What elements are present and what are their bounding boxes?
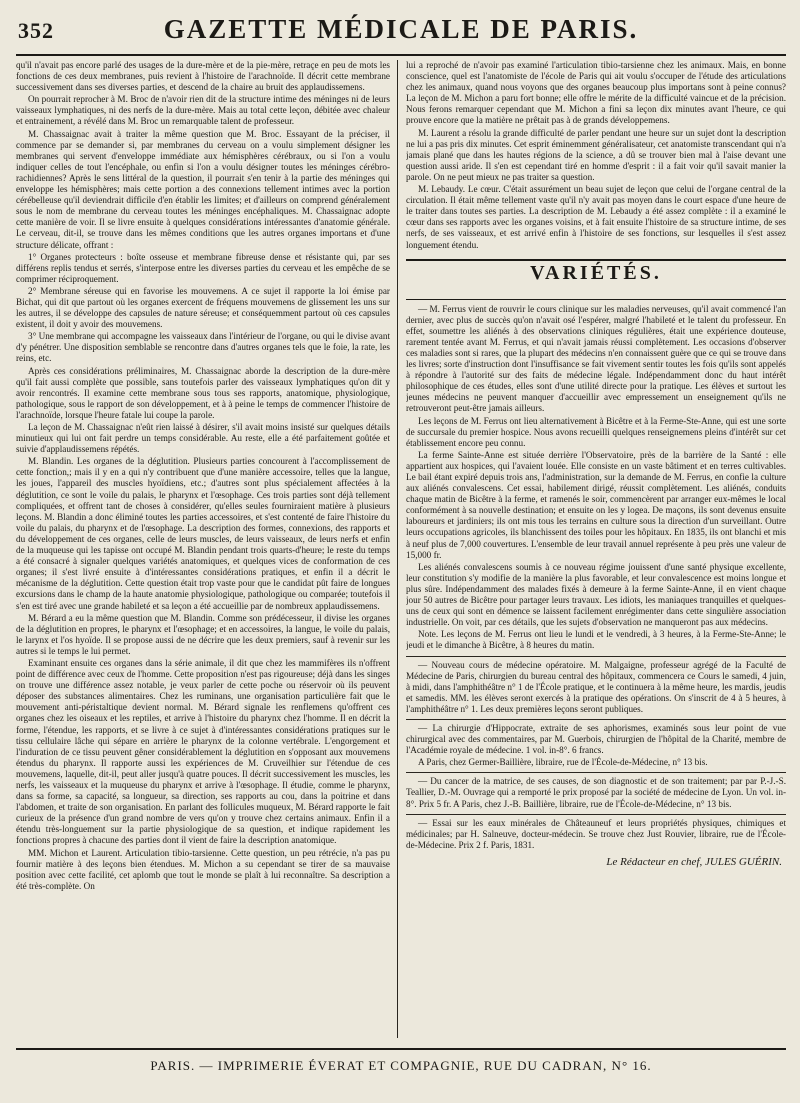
- left-paragraph: 1° Organes protecteurs : boîte osseuse et membrane fibreuse dense et résistante qui, par ses différens replis tendus et serrés, s'interpose entre les diverses parties du cerveau et les empêche de se comprimer réciproquement.: [16, 251, 390, 284]
- article-columns: [16, 60, 786, 1038]
- column-divider: [397, 60, 398, 1038]
- section-title: VARIÉTÉS.: [530, 261, 662, 284]
- varietes-paragraph: Note. Les leçons de M. Ferrus ont lieu le lundi et le vendredi, à 3 heures, à la Ferme-Ste-Anne; le jeudi et le dimanche à Bicêtre, à 8 heures du matin.: [406, 629, 786, 651]
- newspaper-page: [16, 8, 786, 1098]
- left-paragraph: Après ces considérations préliminaires, M. Chassaignac aborde la description de la dure-mère qu'il fait aussi complète que possible, sans toutefois parler des vaisseaux lymphatiques qu'on dit y avoir rencontrés. Il examine cette membrane sous tous ses rapports, anatomique, physiologique, pathologique, sous le rapport de son développement, et à à peine le temps de commencer l'histoire de l'arachnoïde, lorsque l'heure fatale lui coupe la parole.: [16, 365, 390, 420]
- varietes-paragraph: — Nouveau cours de médecine opératoire. M. Malgaigne, professeur agrégé de la Faculté de Médecine de Paris, chirurgien du bureau central des hôpitaux, commencera ce Cours le samedi, 4 juin, à midi, dans l'amphithéâtre n° 1 de l'École pratique, et le continuera à la même heure, les mardis, jeudis et samedis. MM. les élèves seront exercés à la pratique des opérations. On s'inscrit de 4 à 5 heures, à l'amphithéâtre n° 1. Les deux premières leçons seront publiques.: [406, 659, 786, 714]
- left-paragraph: On pourrait reprocher à M. Broc de n'avoir rien dit de la structure intime des méninges ni de leurs vaisseaux lymphatiques, ni des nerfs de la dure-mère. Mais au total cette leçon, débitée avec chaleur et entrainement, a révélé dans M. Broc un remarquable talent de professeur.: [16, 94, 390, 127]
- editor-signature: Le Rédacteur en chef, JULES GUÉRIN.: [606, 855, 782, 868]
- journal-title: GAZETTE MÉDICALE DE PARIS.: [163, 14, 639, 44]
- left-paragraph: MM. Michon et Laurent. Articulation tibio-tarsienne. Cette question, un peu rétrécie, n'a pas pu fournir matière à des leçons bien étendues. M. Michon a su cependant se tirer de sa mauvaise position avec cette facilité, cet aplomb que tout le monde se plaît à lui reconnaître. Sa description a été très-complète. On: [16, 847, 390, 891]
- varietes-paragraph: A Paris, chez Germer-Baillière, libraire, rue de l'École-de-Médecine, n° 13 bis.: [418, 757, 708, 768]
- varietes-paragraph: — La chirurgie d'Hippocrate, extraite de ses aphorismes, examinés sous leur point de vue chirurgical avec des commentaires, par M. Guerbois, chirurgien de l'hôpital de la Charité, membre de l'Académie royale de médecine. 1 vol. in-8°. 6 francs.: [406, 722, 786, 756]
- left-paragraph: M. Bérard a eu la même question que M. Blandin. Comme son prédécesseur, il divise les organes de la déglutition en propres, le pharynx et l'œsophage; et en accessoires, la langue, le voile du palais, le larynx et l'os hyoïde. Il se propose aussi de ne décrire que les deux premiers, sauf à revenir sur les autres si le temps le lui permet.: [16, 612, 390, 656]
- left-paragraph: La leçon de M. Chassaignac n'eût rien laissé à désirer, s'il avait moins insisté sur quelques détails minutieux qui lui ont fait perdre un temps considérable. Au reste, elle a été parfaitement goûtée et suivie d'applaudissemens répétés.: [16, 422, 390, 455]
- right-paragraph: M. Lebaudy. Le cœur. C'était assurément un beau sujet de leçon que celui de l'organe central de la circulation. Il était même tellement vaste qu'il n'y avait pas moyen dans le court espace d'une heure de le traiter dans toutes ses parties. La description de M. Lebaudy a été assez complète : il a examiné le cœur dans ses rapports avec les organes voisins, et à fait ensuite l'histoire de sa structure intime, de ses nerfs, de ses vaisseaux, et est arrivé enfin à l'histoire de ses fonctions, sur lesquelles il s'est assez longuement étendu.: [406, 184, 786, 250]
- masthead: [16, 8, 786, 56]
- right-paragraph: lui a reproché de n'avoir pas examiné l'articulation tibio-tarsienne chez les animaux. Mais, en bonne conscience, quel est l'anatomiste de l'école de Paris qui ait voulu s'occuper de l'étude des articulations chez les animaux, quand nous voyons que des organes beaucoup plus importans sont à peine connus? La leçon de M. Michon a paru fort bonne; elle offre le mérite de la difficulté vaincue et de la précision. Nous ferons remarquer cependant que M. Michon a fini sa leçon dix minutes avant l'heure, ce qui prouve encore que la matière ne prêtait pas à de grands développemens.: [406, 60, 786, 126]
- right-paragraph: M. Laurent a résolu la grande difficulté de parler pendant une heure sur un sujet dont la description ne lui a pas pris dix minutes. Cet esprit éminemment généralisateur, cet anatomiste transcendant qui n'a jamais plané que dans les hautes régions de la science, a dû se trouver bien mal à l'aise devant une question aussi aride. Il s'en est cependant tiré en homme d'esprit : il a fait voir qu'il savait manier la parole. On ne peut mieux ne pas traiter sa question.: [406, 127, 786, 182]
- separator-line: [406, 656, 786, 657]
- varietes-paragraph: — Essai sur les eaux minérales de Châteauneuf et leurs propriétés physiques, chimiques et médicinales; par H. Salneuve, docteur-médecin. Se trouve chez Just Rouvier, libraire, rue de l'École-de-Médecine. Prix 2 f. Paris, 1831.: [406, 817, 786, 850]
- left-paragraph: M. Blandin. Les organes de la déglutition. Plusieurs parties concourent à l'accomplissement de cette fonction,; mais il y en a qui n'y contribuent que d'une manière accessoire, telles que la langue, les joues, l'appareil des muscles hyoïdiens, etc.; d'autres sont plus spécialement affectées à la déglutition, ce sont le voile du palais, le pharynx et l'œsophage. Ces trois parties sont déjà tellement compliquées, et offrent tant de choses à considérer, qu'elles seules fourniraient matière à plusieurs leçons. M. Blandin a donc éliminé toutes les parties accessoires, et s'est contenté de faire l'histoire du voile du palais, du pharynx et de l'œsophage. La description des formes, connexions, des rapports et du développement de ces organes, celle de leurs muscles, de leurs vaisseaux, de leurs nerfs et enfin de la muqueuse qui les tapisse ont occupé M. Blandin pendant trois quarts-d'heure; le reste du temps a été consacré à signaler quelques variétés anatomiques, et quelques vices de conformation de ces organes; il s'est livré ensuite à d'intéressantes considérations pratiques, et enfin il a décrit le mécanisme de la déglutition. Cette question était trop vaste pour que le candidat pût faire de longues excursions dans le champ de la haute anatomie physiologique, pathologique ou comparée; toutefois il s'en est tiré avec une grande habileté et sa leçon a été accueillie par de nombreux applaudissemens.: [16, 456, 390, 611]
- varietes-paragraph: La ferme Sainte-Anne est située derrière l'Observatoire, près de la barrière de la Santé : elle appartient aux hospices, qui l'avaient louée. Elle consiste en un vaste bâtiment et en terres cultivables. Le bail étant expiré depuis trois ans, l'administration, sur la demande de M. Ferrus, en confie la culture aux aliénés convalescens. Cet essai, habilement dirigé, réussit complètement. Les aliénés, conduits chaque matin de Bicêtre à la ferme, et ramenés le soir, commencèrent par arranger eux-mêmes le local conformément à sa nouvelle destination; et ensuite on les y logea. De maçons, ils sont devenus ensuite laboureurs et jardiniers; ils ont mis tous les terrains en culture sous la direction d'un surveillant. Outre leurs occupations agricoles, ils blanchissent des toiles pour les hôpitaux. En 1835, ils ont blanchi et mis à neuf plus de 7,000 couvertures. L'ensemble de leur travail annuel représente à peu près une valeur de 15,000 fr.: [406, 449, 786, 560]
- left-paragraph: qu'il n'avait pas encore parlé des usages de la dure-mère et de la pie-mère, retraçe en peu de mots les fonctions de ces deux membranes, puis revient à l'histoire de l'arachnoïde. Il décrit cette membrane successivement dans ses diverses parties, et descend de la chaire au bruit des applaudissemens.: [16, 60, 390, 93]
- left-paragraph: Examinant ensuite ces organes dans la série animale, il dit que chez les mammifères ils n'offrent point de différence avec ceux de l'homme. Cette proposition n'est pas rigoureuse; déjà dans les singes on trouve une différence assez notable, je veux parler de cette poche ou réservoir où ils peuvent déposer des substances alimentaires. Chez les ruminans, une organisation particulière fait que le mouvement anti-péristaltique devient normal. M. Bérard signale les renflemens qu'offrent ces organes chez les oiseaux et les reptiles, et arrive à l'histoire du pharynx chez l'homme. Il en décrit la forme, l'étendue, les rapports, et se livre à ce sujet à d'intéressantes considérations pratiques sur le tissu cellulaire lâche qui sépare en arrière le pharynx de la colonne vertébrale. L'engorgement et l'induration de ce tissu peuvent gêner considérablement la déglutition en s'opposant aux mouvemens étendus du pharynx. Il rapporte aussi les expériences de M. Cruveilhier sur l'étendue de ces mouvemens, laquelle, dit-il, peut aller jusqu'à quatre pouces. Il décrit successivement les muscles, les nerfs, les vaisseaux et la muqueuse du pharynx et arrive à l'œsophage. Il étudie, comme le pharynx, dans sa forme, sa capacité, sa longueur, sa direction, ses rapports au cou, dans la poitrine et dans l'abdomen, et traite de son organisation. En parlant des follicules muqueux, M. Bérard rapporte le fait curieux de la présence d'un grand nombre de vers qu'on y trouve chez certains animaux. Enfin il a étendu très-longuement sur la partie physiologique de sa question, et indique rapidement les fonctions propres à chacune des parties dont il vient de faire la description anatomique.: [16, 657, 390, 846]
- section-header-box: [406, 259, 786, 300]
- varietes-paragraph: — Du cancer de la matrice, de ses causes, de son diagnostic et de son traitement; par par P.-J.-S. Teallier, D.-M. Ouvrage qui a remporté le prix proposé par la société de médecine de Lyon. Un vol. in-8°. Prix 5 fr. A Paris, chez J.-B. Baillière, libraire, rue de l'École-de-Médecine, n° 13 bis.: [406, 776, 786, 809]
- right-column: [406, 60, 786, 1038]
- left-paragraph: 3° Une membrane qui accompagne les vaisseaux dans l'intérieur de l'organe, ou qui le divise avant d'y pénétrer. Une disposition semblable se rencontre dans d'autres organes tels que le foie, la rate, les reins, etc.: [16, 331, 390, 364]
- separator-line: [406, 772, 786, 773]
- varietes-paragraph: Les aliénés convalescens soumis à ce nouveau régime jouissent d'une santé physique excellente, leur constitution s'y modifie de la manière la plus favorable, et leur convalescence est moins longue et plus sûre. Indépendamment des malades fixés à demeure à la ferme Sainte-Anne, il en vient chaque jour 50 autres de Bicêtre pour partager leurs travaux. Les idiots, les maniaques tranquilles et quelques-uns de ceux qui sont en démence se laissent facilement enrégimenter dans cette singulière association industrielle. On voit, par ces détails, que les sujets d'observation ne manqueront pas aux médecins.: [406, 561, 786, 628]
- varietes-paragraph: Les leçons de M. Ferrus ont lieu alternativement à Bicêtre et à la Ferme-Ste-Anne, qui est une sorte de succursale du premier hospice. Nous avons recueilli quelques renseignemens pleins d'intérêt sur cet établissement encore peu connu.: [406, 415, 786, 448]
- varietes-paragraph: — M. Ferrus vient de rouvrir le cours clinique sur les maladies nerveuses, qu'il avait commencé l'an dernier, avec plus de succès qu'on n'avait osé l'espérer, malgré l'habileté et le talent du professeur. En effet, soumettre les aliénés à des observations cliniques régulières, était une expérience douteuse, rarement tentée avant M. Ferrus, et qui n'avait jamais réussi complètement. Les occasions d'observer ces maladies sont si rares, que la plupart des médecins n'en connaissent guère que ce qui se trouve dans les livres; sorte d'instruction dont l'insuffisance se fait vivement sentir toutes les fois qu'ils sont appelés à répondre à l'autorité sur des faits de médecine légale. Indépendamment donc du haut intérêt philosophique de ces études, elles sont d'une utilité directe pour la pratique. Les élèves et surtout les jeunes médecins ne peuvent manquer d'accueillir avec empressement un enseignement qu'ils ne retrouveront peut-être jamais ailleurs.: [406, 303, 786, 414]
- left-column: [16, 60, 390, 1038]
- page-number: 352: [18, 18, 54, 43]
- printer-imprint: PARIS. — IMPRIMERIE ÉVERAT ET COMPAGNIE, RUE DU CADRAN, N° 16.: [16, 1048, 786, 1074]
- separator-line: [406, 814, 786, 815]
- separator-line: [406, 719, 786, 720]
- left-paragraph: M. Chassaignac avait à traiter la même question que M. Broc. Essayant de la préciser, il commence par se demander si, par membranes du cerveau on a voulu simplement désigner les membranes qui servent d'enveloppe immédiate aux hémisphères cérébraux, ou si l'on a voulu indiquer celles de tout l'encéphale, ou enfin si l'on a voulu désigner toutes les méninges cérébro-rachidiennes? Après le sens littéral de la question, il pourrait s'en tenir à la partie des méninges qui enveloppe les hémisphères; mais cette portion a des connexions tellement intimes avec la portion cérébelleuse qu'il deviendrait difficile d'en établir les limites; et d'ailleurs on comprend généralement sous le nom de membrane du cerveau toutes les méninges encéphaliques. M. Chassaignac adopte cette manière de voir. Il se livre ensuite à quelques considérations intéressantes d'anatomie générale. Le cerveau, dit-il, se trouve dans les mêmes conditions que les autres organes importans et d'une structure délicate, offrant :: [16, 128, 390, 250]
- left-paragraph: 2° Membrane séreuse qui en favorise les mouvemens. A ce sujet il rapporte la loi émise par Bichat, qui dit que partout où les organes exercent de fréquens mouvemens de glissement les uns sur les autres, il se développe des capsules de nature séreuse; et conséquemment partout où ces capsules existent, il doit y avoir des mouvemens.: [16, 285, 390, 330]
